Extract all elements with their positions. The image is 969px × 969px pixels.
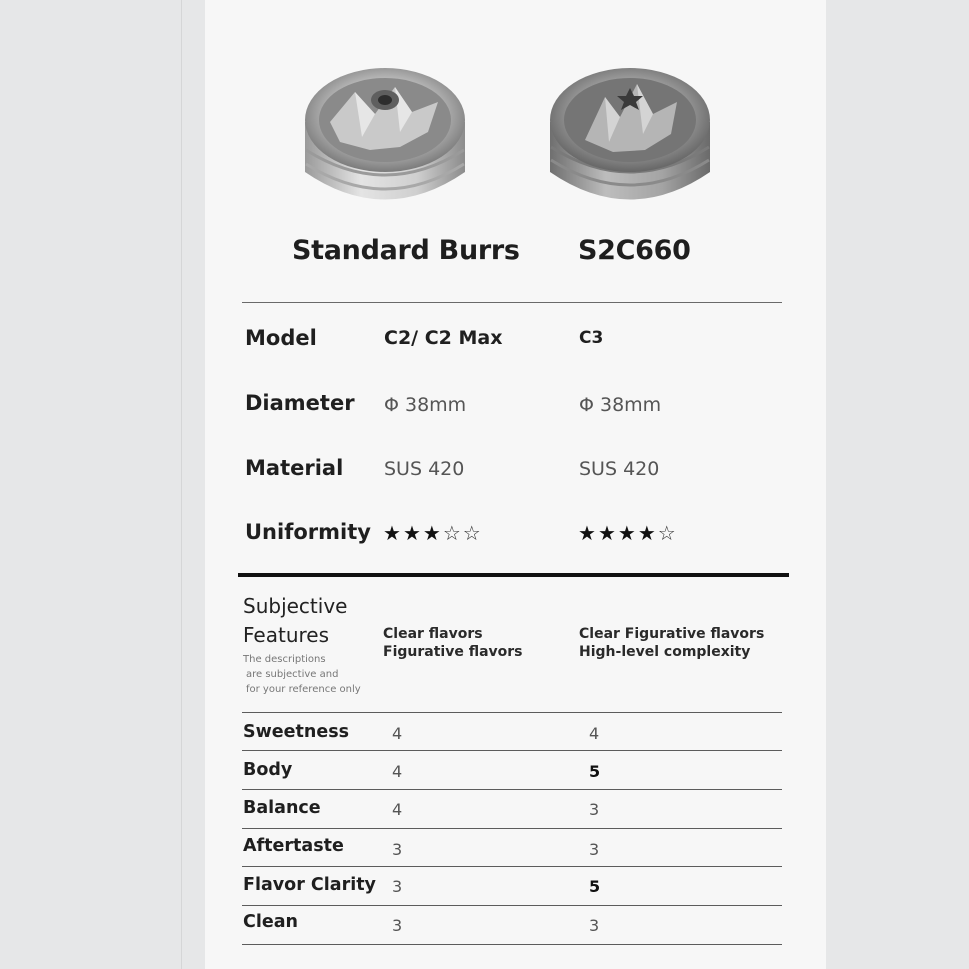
star-icon: ★ <box>617 521 638 545</box>
rating-label-balance: Balance <box>243 798 321 818</box>
spec-model-left: C2/ C2 Max <box>384 327 503 349</box>
star-icon: ★ <box>597 521 618 545</box>
star-icon: ★ <box>383 521 403 545</box>
rating-divider <box>242 828 782 829</box>
features-right-line1: Clear Figurative flavors <box>579 626 765 642</box>
rating-body-right: 5 <box>589 762 601 781</box>
subjective-title-line2: Features <box>243 623 329 647</box>
rating-clean-right: 3 <box>589 916 600 935</box>
rating-clean-left: 3 <box>392 916 403 935</box>
spec-material-right: SUS 420 <box>579 458 660 480</box>
header-s2c660: S2C660 <box>578 235 691 266</box>
comparison-card <box>205 0 826 969</box>
rating-aftertaste-left: 3 <box>392 840 403 859</box>
rating-aftertaste-right: 3 <box>589 840 600 859</box>
subjective-note <box>243 652 361 697</box>
rating-divider <box>242 712 782 713</box>
rating-label-body: Body <box>243 760 293 780</box>
rating-divider <box>242 944 782 945</box>
note-line1: The descriptions <box>243 654 326 665</box>
features-left-line1: Clear flavors <box>383 626 483 642</box>
spec-label-diameter: Diameter <box>245 391 355 415</box>
right-gutter <box>826 0 969 969</box>
section-divider <box>238 573 789 577</box>
spec-diameter-left: Φ 38mm <box>384 394 467 416</box>
features-right <box>579 625 764 661</box>
features-left <box>383 625 523 661</box>
uniformity-stars-right <box>578 521 678 545</box>
rating-sweetness-right: 4 <box>589 724 600 743</box>
rating-label-sweetness: Sweetness <box>243 722 350 742</box>
rating-divider <box>242 789 782 790</box>
features-left-line2: Figurative flavors <box>383 644 523 660</box>
rating-label-clean: Clean <box>243 912 298 932</box>
star-icon: ★ <box>578 521 598 545</box>
subjective-title-line1: Subjective <box>243 594 348 618</box>
rating-flavor-clarity-left: 3 <box>392 877 403 896</box>
rating-sweetness-left: 4 <box>392 724 403 743</box>
spec-label-material: Material <box>245 456 344 480</box>
spec-diameter-right: Φ 38mm <box>579 394 662 416</box>
rating-divider <box>242 750 782 751</box>
star-outline-icon: ☆ <box>442 521 463 545</box>
rating-body-left: 4 <box>392 762 403 781</box>
star-icon: ★ <box>422 521 443 545</box>
standard-burr-image <box>300 62 470 217</box>
rating-flavor-clarity-right: 5 <box>589 877 601 896</box>
star-outline-icon: ☆ <box>657 521 678 545</box>
rating-divider <box>242 905 782 906</box>
header-divider <box>242 302 782 303</box>
star-outline-icon: ☆ <box>462 521 483 545</box>
s2c660-burr-image <box>545 62 715 217</box>
rating-divider <box>242 866 782 867</box>
spec-material-left: SUS 420 <box>384 458 465 480</box>
header-standard-burrs: Standard Burrs <box>292 235 520 266</box>
rating-label-flavor-clarity: Flavor Clarity <box>243 875 376 895</box>
star-icon: ★ <box>402 521 423 545</box>
features-right-line2: High-level complexity <box>579 644 751 660</box>
spec-model-right: C3 <box>579 328 604 348</box>
rating-balance-left: 4 <box>392 800 403 819</box>
spec-label-uniformity: Uniformity <box>245 520 371 544</box>
spec-label-model: Model <box>245 326 317 350</box>
subjective-title <box>243 592 347 650</box>
rating-label-aftertaste: Aftertaste <box>243 836 344 856</box>
left-gutter <box>0 0 182 969</box>
rating-balance-right: 3 <box>589 800 600 819</box>
star-icon: ★ <box>637 521 658 545</box>
note-line3: for your reference only <box>246 684 361 695</box>
note-line2: are subjective and <box>246 669 339 680</box>
uniformity-stars-left <box>383 521 483 545</box>
